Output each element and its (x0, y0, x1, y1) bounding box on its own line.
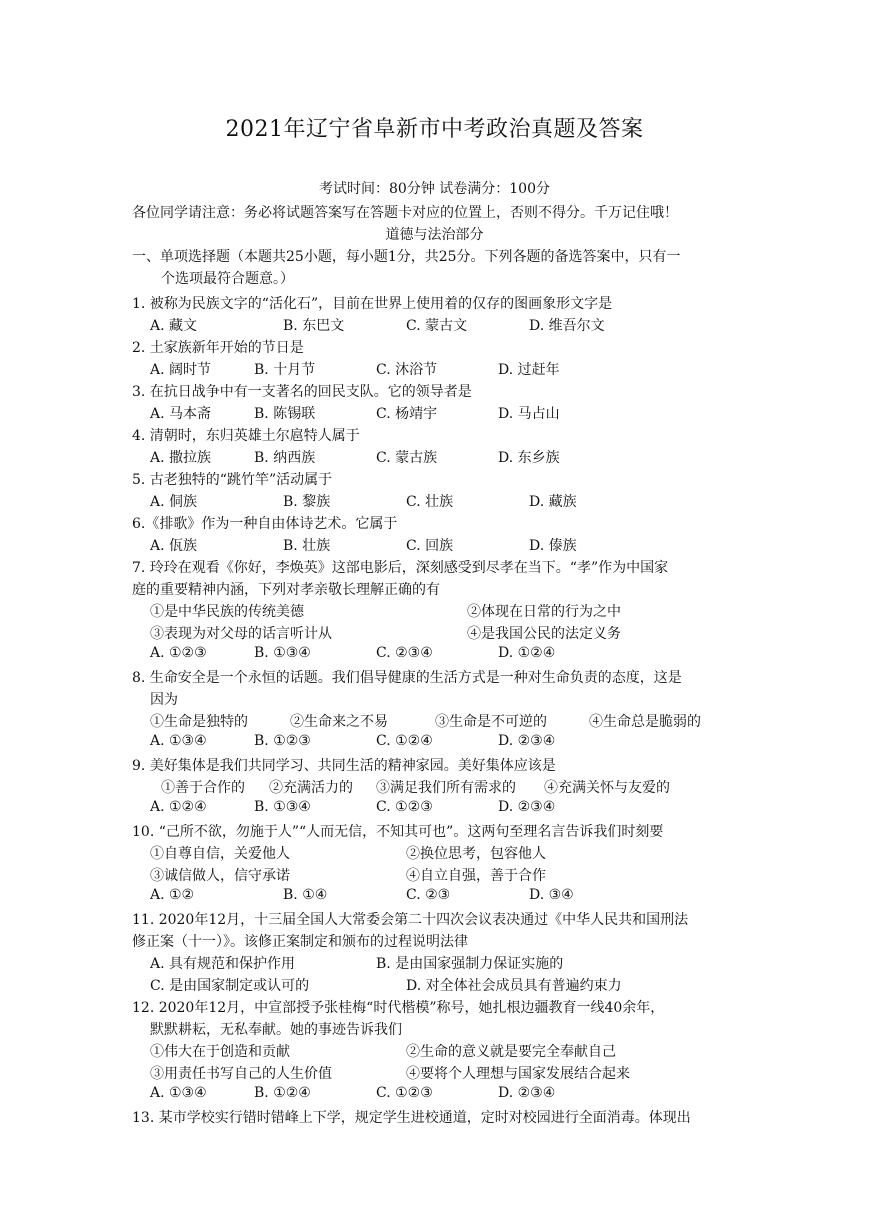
question-11-stem: 11. 2020年12月，十三届全国人大常委会第二十四次会议表决通过《中华人民共和国刑法 (132, 912, 689, 928)
statement-1: ①是中华民族的传统美德 (150, 604, 304, 620)
option-a: A. ①②③ (150, 645, 207, 661)
option-d: D. ②③④ (498, 733, 556, 749)
document-title: 2021年辽宁省阜新市中考政治真题及答案 (225, 117, 644, 142)
statement-2: ②生命的意义就是要完全奉献自己 (406, 1044, 616, 1060)
option-c: C. 杨靖宇 (376, 406, 438, 422)
option-b: B. 黎族 (283, 494, 331, 510)
option-d: D. 对全体社会成员具有普遍约束力 (406, 978, 622, 994)
option-a: A. 藏文 (150, 318, 198, 334)
option-d: D. ③④ (529, 887, 574, 903)
option-b: B. 是由国家强制力保证实施的 (376, 956, 564, 972)
question-13-stem: 13. 某市学校实行错时错峰上下学，规定学生进校通道，定时对校园进行全面消毒。体现出 (132, 1110, 691, 1126)
question-12-stem-cont: 默默耕耘，无私奉献。她的事迹告诉我们 (150, 1022, 402, 1038)
option-c: C. 蒙古族 (376, 450, 438, 466)
option-c: C. ①②③ (376, 799, 433, 815)
option-b: B. ①④ (283, 887, 328, 903)
question-3-stem: 3. 在抗日战争中有一支著名的回民支队。它的领导者是 (132, 384, 472, 400)
statement-2: ②生命来之不易 (290, 714, 388, 730)
option-b: B. 纳西族 (254, 450, 316, 466)
statement-3: ③诚信做人，信守承诺 (150, 868, 290, 884)
question-7-stem-cont: 庭的重要精神内涵，下列对孝亲敬长理解正确的有 (132, 582, 440, 598)
statement-1: ①自尊自信，关爱他人 (150, 846, 290, 862)
section-heading: 一、单项选择题（本题共25小题，每小题1分，共25分。下列各题的备选答案中，只有一 (132, 249, 681, 265)
option-a: A. 阔时节 (150, 362, 212, 378)
question-7-stem: 7. 玲玲在观看《你好，李焕英》这部电影后，深刻感受到尽孝在当下。“孝”作为中国家 (132, 560, 669, 576)
option-b: B. 十月节 (254, 362, 316, 378)
option-a: A. 撒拉族 (150, 450, 212, 466)
option-a: A. ①③④ (150, 733, 207, 749)
option-a: A. ①② (150, 887, 195, 903)
exam-time-info: 考试时间：80分钟 试卷满分：100分 (319, 181, 550, 197)
option-d: D. 维吾尔文 (529, 318, 605, 334)
option-c: C. ①②③ (376, 1085, 433, 1101)
question-5-stem: 5. 古老独特的“跳竹竿”活动属于 (132, 472, 333, 488)
statement-3: ③表现为对父母的话言听计从 (150, 626, 332, 642)
statement-1: ①生命是独特的 (150, 714, 248, 730)
option-d: D. ②③④ (498, 799, 556, 815)
option-c: C. ②③④ (376, 645, 433, 661)
option-d: D. 东乡族 (498, 450, 560, 466)
statement-3: ③生命是不可逆的 (435, 714, 547, 730)
option-c: C. 是由国家制定或认可的 (150, 978, 310, 994)
option-c: C. 壮族 (406, 494, 454, 510)
statement-4: ④自立自强，善于合作 (406, 868, 546, 884)
question-1-stem: 1. 被称为民族文字的“活化石”，目前在世界上使用着的仅存的图画象形文字是 (132, 296, 613, 312)
question-11-stem-cont: 修正案（十一）》。该修正案制定和颁布的过程说明法律 (132, 934, 468, 950)
option-b: B. ①③④ (254, 799, 311, 815)
option-d: D. 傣族 (529, 538, 577, 554)
option-a: A. 具有规范和保护作用 (150, 956, 296, 972)
statement-4: ④生命总是脆弱的 (589, 714, 701, 730)
question-8-stem: 8. 生命安全是一个永恒的话题。我们倡导健康的生活方式是一种对生命负责的态度，这是 (132, 670, 682, 686)
option-a: A. 侗族 (150, 494, 198, 510)
question-12-stem: 12. 2020年12月，中宣部授予张桂梅“时代楷模”称号，她扎根边疆教育一线40余年， (132, 1000, 665, 1016)
option-b: B. 壮族 (283, 538, 331, 554)
option-c: C. ①②④ (376, 733, 433, 749)
option-d: D. 马占山 (498, 406, 560, 422)
question-10-stem: 10. “己所不欲，勿施于人”“人而无信，不知其可也”。这两句至理名言告诉我们时刻要 (132, 824, 664, 840)
option-c: C. 蒙古文 (406, 318, 468, 334)
question-2-stem: 2. 土家族新年开始的节日是 (132, 340, 304, 356)
statement-4: ④是我国公民的法定义务 (467, 626, 621, 642)
question-8-stem-cont: 因为 (150, 692, 178, 708)
statement-1: ①伟大在于创造和贡献 (150, 1044, 290, 1060)
question-9-stem: 9. 美好集体是我们共同学习、共同生活的精神家园。美好集体应该是 (132, 758, 556, 774)
question-6-stem: 6.《排歌》作为一种自由体诗艺术。它属于 (132, 516, 398, 532)
section-heading-cont: 个选项最符合题意。） (161, 271, 294, 287)
question-4-stem: 4. 清朝时，东归英雄土尔扈特人属于 (132, 428, 360, 444)
option-d: D. ②③④ (498, 1085, 556, 1101)
option-a: A. 马本斋 (150, 406, 212, 422)
option-a: A. ①②④ (150, 799, 207, 815)
option-c: C. 沐浴节 (376, 362, 438, 378)
option-a: A. ①③④ (150, 1085, 207, 1101)
statement-3: ③满足我们所有需求的 (376, 780, 516, 796)
statement-2: ②换位思考，包容他人 (406, 846, 546, 862)
option-b: B. 东巴文 (283, 318, 345, 334)
option-d: D. 藏族 (529, 494, 577, 510)
option-c: C. 回族 (406, 538, 454, 554)
option-a: A. 佤族 (150, 538, 198, 554)
option-b: B. 陈锡联 (254, 406, 316, 422)
option-c: C. ②③ (406, 887, 451, 903)
option-b: B. ①②④ (254, 1085, 311, 1101)
statement-3: ③用责任书写自己的人生价值 (150, 1066, 332, 1082)
statement-1: ①善于合作的 (161, 780, 245, 796)
statement-2: ②体现在日常的行为之中 (467, 604, 621, 620)
option-d: D. 过赶年 (498, 362, 560, 378)
notice-text: 各位同学请注意：务必将试题答案写在答题卡对应的位置上，否则不得分。千万记住哦！ (132, 205, 678, 221)
statement-2: ②充满活力的 (269, 780, 353, 796)
statement-4: ④要将个人理想与国家发展结合起来 (406, 1066, 630, 1082)
option-d: D. ①②④ (498, 645, 556, 661)
statement-4: ④充满关怀与友爱的 (544, 780, 670, 796)
part-title: 道德与法治部分 (385, 227, 484, 243)
option-b: B. ①②③ (254, 733, 311, 749)
option-b: B. ①③④ (254, 645, 311, 661)
